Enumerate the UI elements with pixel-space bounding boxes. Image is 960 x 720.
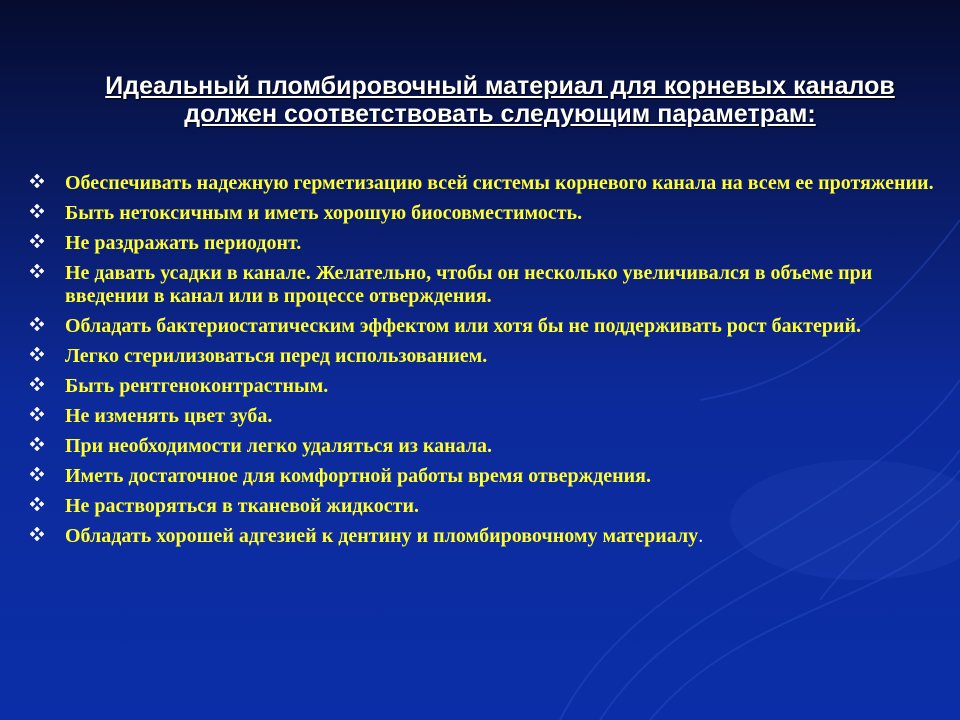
diamond-bullet-icon (30, 347, 44, 361)
diamond-bullet-icon (30, 377, 44, 391)
list-item (30, 262, 945, 308)
diamond-bullet-icon (30, 407, 44, 421)
diamond-bullet-icon (30, 497, 44, 511)
list-item (30, 465, 945, 488)
list-item-text: Быть рентгеноконтрастным. (65, 375, 329, 397)
list-item (30, 375, 945, 398)
list-item-text: Обеспечивать надежную герметизацию всей системы корневого канала на всем ее протяжении. (65, 172, 934, 194)
list-item (30, 172, 945, 195)
list-item (30, 202, 945, 225)
list-item (30, 315, 945, 338)
title-line-1: Идеальный пломбировочный материал для корневых каналов (105, 72, 895, 100)
requirements-list (30, 172, 945, 555)
list-item-text: Не растворяться в тканевой жидкости. (65, 495, 420, 517)
diamond-bullet-icon (30, 234, 44, 248)
list-item (30, 405, 945, 428)
list-item-text: При необходимости легко удаляться из канала. (65, 435, 493, 457)
list-item (30, 525, 945, 548)
list-item (30, 232, 945, 255)
diamond-bullet-icon (30, 527, 44, 541)
list-item (30, 345, 945, 368)
list-item-text: Обладать хорошей адгезией к дентину и пломбировочному материалу (65, 525, 699, 547)
list-item-text: Не изменять цвет зуба. (65, 405, 273, 427)
diamond-bullet-icon (30, 204, 44, 218)
diamond-bullet-icon (30, 264, 44, 278)
diamond-bullet-icon (30, 317, 44, 331)
list-item (30, 435, 945, 458)
list-item-text: Легко стерилизоваться перед использованием. (65, 345, 488, 367)
list-item-text: Иметь достаточное для комфортной работы время отверждения. (65, 465, 651, 487)
list-item-text: Быть нетоксичным и иметь хорошую биосовместимость. (65, 202, 583, 224)
list-item-text: Не раздражать периодонт. (65, 232, 302, 254)
diamond-bullet-icon (30, 174, 44, 188)
diamond-bullet-icon (30, 467, 44, 481)
slide-title (40, 72, 960, 128)
list-item-text: Не давать усадки в канале. Желательно, чтобы он несколько увеличивался в объеме при введении в канал или в процессе отверждения. (65, 262, 873, 307)
list-item-text: Обладать бактериостатическим эффектом или хотя бы не поддерживать рост бактерий. (65, 315, 862, 337)
title-line-2: должен соответствовать следующим параметрам: (184, 100, 816, 128)
list-item-trailing-period: . (698, 525, 704, 547)
diamond-bullet-icon (30, 437, 44, 451)
list-item (30, 495, 945, 518)
